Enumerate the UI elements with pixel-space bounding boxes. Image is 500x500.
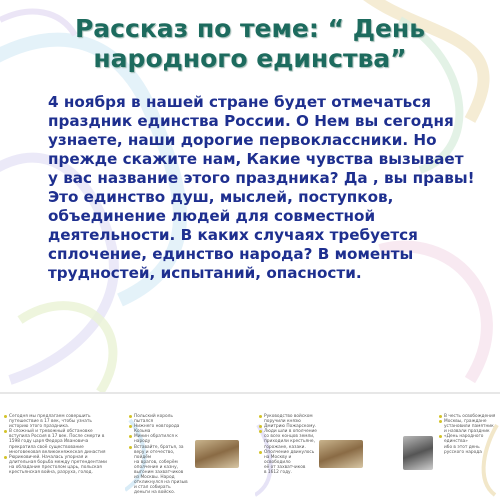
thumbnail-line-text: в 1612 году. (264, 470, 292, 476)
thumbnail-line-text: вступила Россия в 17 век. После смерти в (9, 434, 105, 440)
bullet-icon (439, 415, 442, 418)
bullet-icon (129, 425, 132, 428)
bullet-icon (439, 420, 442, 423)
bullet-icon (129, 435, 132, 438)
thumbnail-line-text: веру и отечество, пойдём (134, 449, 175, 460)
slide-thumbnail-4[interactable] (385, 410, 500, 500)
bullet-icon (439, 435, 442, 438)
thumbnail-line-text: многовековая великокняжеская династия (9, 449, 106, 455)
bullet-icon (259, 451, 262, 454)
slide-thumbnail-3[interactable] (255, 410, 375, 500)
thumbnail-line-text: путешествие в 17 век, чтобы узнать (9, 419, 92, 425)
thumbnail-line-text: Руководство войском (264, 414, 313, 419)
thumbnail-line-text: поручили князю (264, 419, 301, 425)
thumbnail-painting (195, 440, 239, 468)
bullet-icon (259, 415, 262, 418)
thumbnail-line-text: деньги на войско. (134, 490, 176, 496)
thumbnail-line-text: длительная борьба между претендентами (9, 459, 107, 465)
thumbnail-line-text: со всех концов земли, (264, 434, 315, 440)
thumbnail-line-text: и назвали праздник (444, 429, 490, 435)
thumbnail-text (259, 414, 317, 475)
thumbnail-line-text: из Москвы. Народ (134, 475, 175, 481)
thumbnail-line-text: на Москву и освободило (264, 454, 292, 465)
thumbnail-text-line (259, 455, 317, 465)
thumbnail-text-line (259, 470, 317, 475)
thumbnail-line-text: Нижнего новгорода Козьма (134, 424, 180, 435)
thumbnail-line-text: на обладание престолом царь, польская (9, 464, 102, 470)
bullet-icon (4, 430, 7, 433)
slide-thumbnail-2[interactable] (125, 410, 245, 500)
thumbnail-line-text: горожане, казаки. (264, 444, 306, 450)
thumbnail-line-text: Вставайте, братья, за (134, 444, 184, 450)
thumbnail-line-text: русского народа (444, 449, 482, 455)
thumbnail-line-text: Люди шли в ополчение (264, 429, 317, 435)
thumbnail-text-line (129, 450, 191, 460)
thumbnail-text-line (129, 490, 191, 495)
thumbnail-line-text: Сегодня мы предлагаем совершить (9, 414, 91, 419)
thumbnail-text (439, 414, 497, 455)
thumbnail-line-text: откликнулся на призыв (134, 480, 188, 486)
thumbnail-text-line (129, 434, 191, 444)
thumbnail-line-text: единства» (444, 439, 468, 445)
thumbnail-line-text: установили памятник (444, 424, 494, 430)
thumbnail-line-text: Рюриковичей. Началась упорная и (9, 454, 88, 460)
slide-title: Рассказ по теме: “ День народного единства” (74, 14, 426, 73)
thumbnail-line-text: историю этого праздника. (9, 424, 70, 430)
thumbnail-line-text: крестьянская война, разруха, голод. (9, 470, 93, 476)
thumbnail-line-text: Москвы, граждане (444, 419, 487, 425)
thumbnail-line-text: и стал собирать (134, 485, 171, 491)
bullet-icon (4, 456, 7, 459)
bullet-icon (259, 425, 262, 428)
slide-thumbnail-1[interactable] (0, 410, 118, 500)
thumbnail-line-text: ибо в этот день (444, 444, 480, 450)
thumbnail-text-line (4, 470, 112, 475)
thumbnail-line-text: В честь освобождения (444, 414, 496, 419)
thumbnail-painting (319, 440, 363, 468)
thumbnail-line-text: Ополчение двинулось (264, 449, 315, 455)
slide-body-text: 4 ноября в нашей стране будет отмечаться праздник единства России. О Нем вы сегодня узнаете, наши дорогие первоклассники. Но прежде скажите нам, Какие чувства вызывает у вас название этого праздника? Да , вы правы! Это единство душ, мыслей, поступков, объединение людей для совместной деятельности. В каких случаях требуется сплочение, единство народа? В моменты трудностей, испытаний, опасности. (48, 93, 475, 282)
thumbnail-text (129, 414, 191, 496)
bullet-icon (129, 415, 132, 418)
bullet-icon (4, 415, 7, 418)
thumbnail-text-line (439, 450, 497, 455)
thumbnail-line-text: Польский король пытался (134, 414, 173, 425)
thumbnail-monument-image (403, 436, 433, 470)
bullet-icon (259, 430, 262, 433)
thumbnail-text (4, 414, 112, 475)
thumbnail-line-text: выгоним захватчиков (134, 470, 184, 476)
thumbnail-line-text: В сложный и тревожный обстановке (9, 429, 93, 435)
divider (0, 392, 500, 394)
thumbnail-line-text: приходили крестьяне, (264, 439, 315, 445)
thumbnail-text-line (129, 424, 191, 434)
thumbnail-line-text: её от захватчиков (264, 464, 306, 470)
thumbnail-line-text: ополчение и казну, (134, 464, 178, 470)
thumbnail-line-text: Дмитрию Пожарскому. (264, 424, 317, 430)
bullet-icon (129, 446, 132, 449)
thumbnail-line-text: 1598 году царя Федора Ивановича (9, 439, 89, 445)
thumbnail-text-line (129, 414, 191, 424)
thumbnail-line-text: на врагов, соберём (134, 459, 178, 465)
thumbnail-line-text: «День народного (444, 434, 484, 440)
thumbnail-line-text: прекратила своё существование (9, 444, 84, 450)
slide-thumbnail-strip (0, 395, 500, 500)
thumbnail-line-text: Минин обратился к народу (134, 434, 178, 445)
